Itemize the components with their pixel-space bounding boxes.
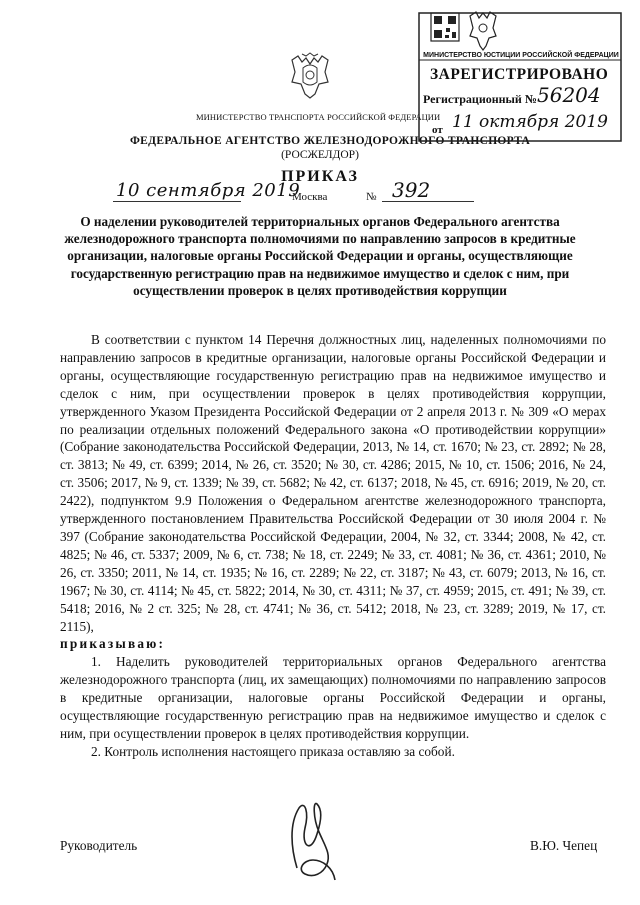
number-sign: № (366, 191, 377, 203)
coat-of-arms-icon (288, 52, 332, 100)
order-heading: О наделении руководителей территориальных органов Федерального агентства железнодорожного транспорта полномочиями по направлению запросов в кредитные организации, налоговые органы Российской Федерации и органы, осуществляющие государственную регистрацию прав на недвижимое имущество и сделок с ним, при осуществлении проверок в целях противодействия коррупции (64, 214, 576, 298)
order-number: 392 (392, 178, 431, 202)
handwritten-signature (283, 798, 341, 886)
number-underline (382, 201, 474, 202)
order-item-1: 1. Наделить руководителей территориальных органов Федерального агентства железнодорожного транспорта (лиц, их замещающих) полномочиями по направлению запросов в кредитные организации, налоговые органы Российской Федерации и органы, осуществляющие государственную регистрацию прав на недвижимое имущество и сделок с ним, при осуществлении проверок в целях противодействия коррупции. (60, 654, 606, 741)
stamp-eagle-icon (468, 8, 498, 52)
city: Москва (292, 191, 328, 203)
stamp-reg-label: Регистрационный № (423, 92, 537, 106)
order-date: 10 сентября 2019 (116, 180, 301, 201)
date-underline (113, 201, 241, 202)
agency-short-name: (РОСЖЕЛДОР) (281, 149, 359, 161)
stamp-from-label: от (432, 124, 443, 136)
stamp-ministry-name: МИНИСТЕРСТВО ЮСТИЦИИ РОССИЙСКОЙ ФЕДЕРАЦИИ (423, 52, 619, 59)
signer-role: Руководитель (60, 838, 138, 853)
qr-code-icon (430, 12, 460, 42)
signer-name: В.Ю. Чепец (530, 838, 598, 853)
order-body (60, 331, 606, 761)
stamp-status: ЗАРЕГИСТРИРОВАНО (430, 66, 609, 83)
agency-name: ФЕДЕРАЛЬНОЕ АГЕНТСТВО ЖЕЛЕЗНОДОРОЖНОГО ТРАНСПОРТА (130, 135, 531, 147)
document-type: ПРИКАЗ (281, 168, 359, 185)
stamp-reg-number: 56204 (537, 83, 601, 107)
order-word: приказываю: (60, 636, 166, 652)
ministry-name: МИНИСТЕРСТВО ТРАНСПОРТА РОССИЙСКОЙ ФЕДЕРАЦИИ (196, 112, 441, 122)
preamble-paragraph: В соответствии с пунктом 14 Перечня должностных лиц, наделенных полномочиями по направлению запросов в кредитные организации, налоговые органы Российской Федерации и органы, осуществляющие государственную регистрацию прав на недвижимое имущество и сделок с ним, при осуществлении проверок в целях противодействия коррупции, утвержденного Указом Президента Российской Федерации от 2 апреля 2013 г. № 309 «О мерах по реализации отдельных положений Федерального закона «О противодействии коррупции» (Собрание законодательства Российской Федерации, 2013, № 14, ст. 1670; № 23, ст. 2892; № 28, ст. 3813; № 49, ст. 6399; 2014, № 26, ст. 3520; № 30, ст. 4286; 2015, № 10, ст. 1506; 2016, № 24, ст. 3506; 2017, № 9, ст. 1339; № 39, ст. 5682; № 42, ст. 6137; 2018, № 45, ст. 6916; 2019, № 20, ст. 2422), подпунктом 9.9 Положения о Федеральном агентстве железнодорожного транспорта, утвержденного постановлением Правительства Российской Федерации от 30 июля 2004 г. № 397 (Собрание законодательства Российской Федерации, 2004, № 32, ст. 3344; 2008, № 42, ст. 4825; № 46, ст. 5337; 2009, № 6, ст. 738; № 18, ст. 2249; № 33, ст. 4081; № 36, ст. 4361; 2010, № 26, ст. 3350; 2011, № 14, ст. 1935; № 16, ст. 2289; № 22, ст. 3187; № 43, ст. 6079; 2013, № 16, ст. 1967; № 30, ст. 4114; № 45, ст. 5822; 2014, № 30, ст. 4311; № 37, ст. 4959; 2015, ст. 491; № 39, ст. 5418; 2016, № 2 ст. 325; № 28, ст. 4741; № 36, ст. 5412; 2018, № 23, ст. 3289; 2019, № 17, ст. 2115), (60, 332, 606, 634)
stamp-reg-date: 11 октября 2019 (452, 112, 608, 132)
order-item-2: 2. Контроль исполнения настоящего приказа оставляю за собой. (91, 743, 455, 759)
